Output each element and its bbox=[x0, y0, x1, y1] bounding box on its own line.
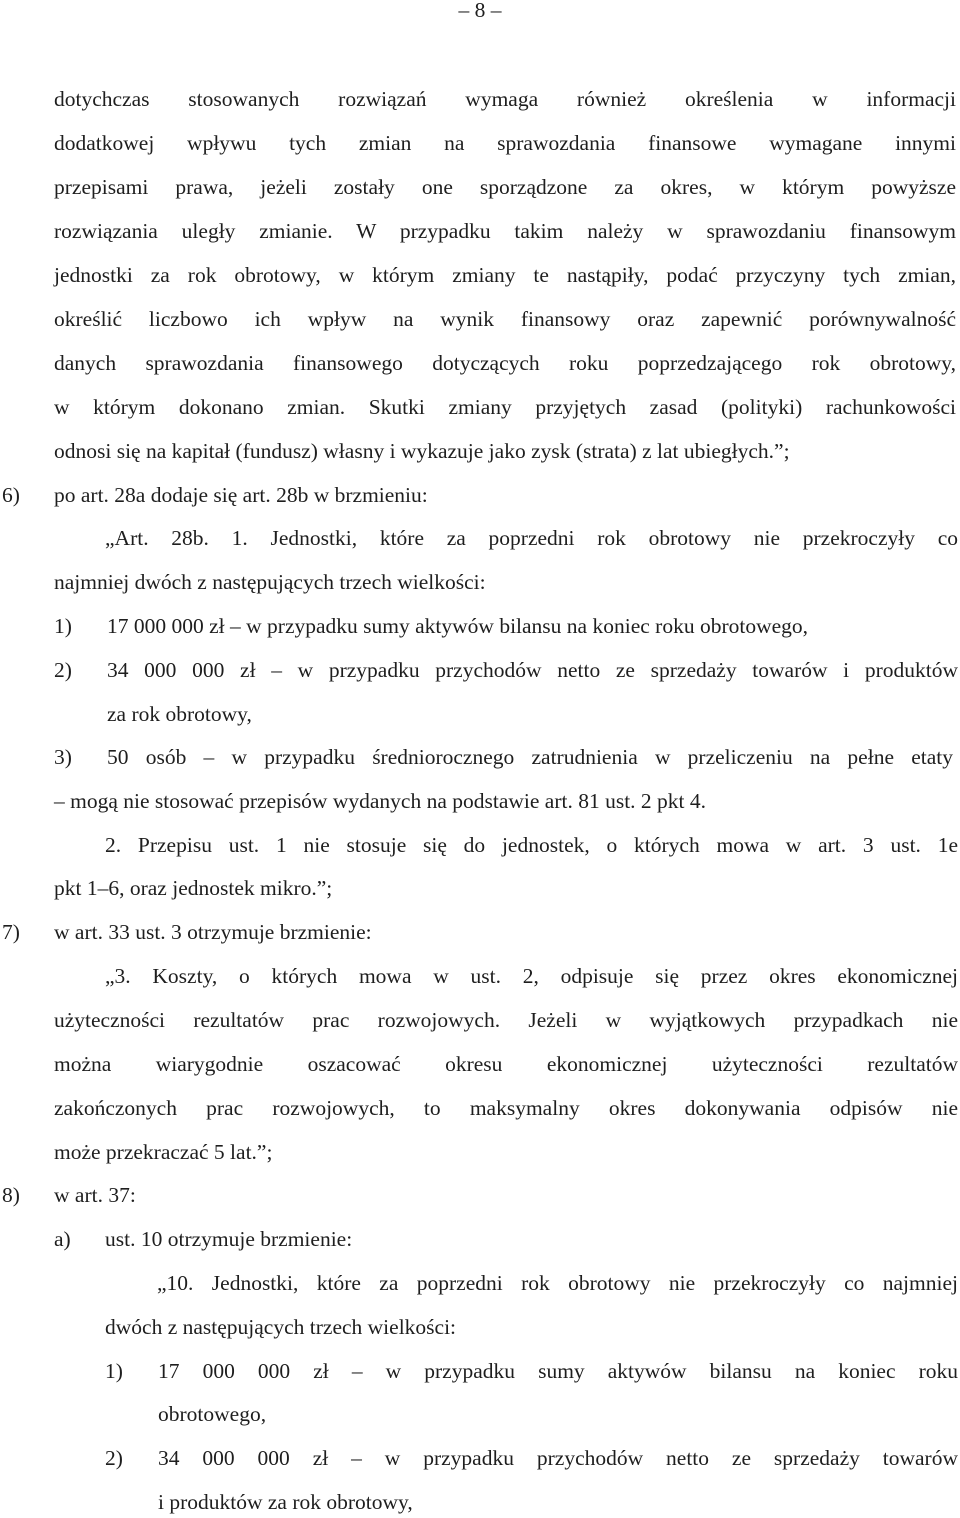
quote-line: można wiarygodnie oszacować okresu ekonomicznej użyteczności rezultatów bbox=[54, 1052, 958, 1076]
point-text: 34 000 000 zł – w przypadku przychodów netto ze sprzedaży towarów i produktów bbox=[107, 658, 958, 682]
item-text: po art. 28a dodaje się art. 28b w brzmieniu: bbox=[54, 483, 428, 507]
point-number: 1) bbox=[105, 1359, 123, 1383]
paragraph-line: dodatkowej wpływu tych zmian na sprawozdania finansowe wymagane innymi bbox=[54, 131, 956, 155]
sub-item-text: ust. 10 otrzymuje brzmienie: bbox=[105, 1227, 353, 1251]
quote-line: użyteczności rezultatów prac rozwojowych. Jeżeli w wyjątkowych przypadkach nie bbox=[54, 1008, 958, 1032]
paragraph-line: jednostki za rok obrotowy, w którym zmiany te nastąpiły, podać przyczyny tych zmian, bbox=[54, 263, 956, 287]
point-number: 1) bbox=[54, 614, 72, 638]
quote-line: „3. Koszty, o których mowa w ust. 2, odpisuje się przez okres ekonomicznej bbox=[105, 964, 958, 988]
point-text: za rok obrotowy, bbox=[107, 702, 252, 726]
quote-line: zakończonych prac rozwojowych, to maksymalny okres dokonywania odpisów nie bbox=[54, 1096, 958, 1120]
paragraph-line: danych sprawozdania finansowego dotyczących roku poprzedzającego rok obrotowy, bbox=[54, 351, 956, 375]
paragraph-line: dotychczas stosowanych rozwiązań wymaga również określenia w informacji bbox=[54, 87, 956, 111]
article-28b-line: najmniej dwóch z następujących trzech wielkości: bbox=[54, 570, 486, 594]
point-text: i produktów za rok obrotowy, bbox=[158, 1490, 413, 1514]
paragraph-line: rozwiązania uległy zmianie. W przypadku takim należy w sprawozdaniu finansowym bbox=[54, 219, 956, 243]
article-28b-line: 2. Przepisu ust. 1 nie stosuje się do jednostek, o których mowa w art. 3 ust. 1e bbox=[105, 833, 958, 857]
article-28b-line: pkt 1–6, oraz jednostek mikro.”; bbox=[54, 876, 333, 900]
paragraph-line: odnosi się na kapitał (fundusz) własny i wykazuje jako zysk (strata) z lat ubiegłych.”; bbox=[54, 439, 790, 463]
point-text: 50 osób – w przypadku średniorocznego zatrudnienia w przeliczeniu na pełne etaty bbox=[107, 745, 953, 769]
quote-line: „10. Jednostki, które za poprzedni rok obrotowy nie przekroczyły co najmniej bbox=[157, 1271, 958, 1295]
point-number: 2) bbox=[54, 658, 72, 682]
paragraph-line: przepisami prawa, jeżeli zostały one sporządzone za okres, w którym powyższe bbox=[54, 175, 956, 199]
sub-item-letter: a) bbox=[54, 1227, 71, 1251]
point-number: 2) bbox=[105, 1446, 123, 1470]
point-text: 17 000 000 zł – w przypadku sumy aktywów bilansu na koniec roku obrotowego, bbox=[107, 614, 809, 638]
paragraph-line: określić liczbowo ich wpływ na wynik finansowy oraz zapewnić porównywalność bbox=[54, 307, 956, 331]
item-text: w art. 33 ust. 3 otrzymuje brzmienie: bbox=[54, 920, 372, 944]
item-text: w art. 37: bbox=[54, 1183, 136, 1207]
item-number: 7) bbox=[2, 920, 20, 944]
quote-line: może przekraczać 5 lat.”; bbox=[54, 1140, 273, 1164]
article-28b-line: „Art. 28b. 1. Jednostki, które za poprzedni rok obrotowy nie przekroczyły co bbox=[105, 526, 958, 550]
point-text: obrotowego, bbox=[158, 1402, 267, 1426]
item-number: 8) bbox=[2, 1183, 20, 1207]
point-number: 3) bbox=[54, 745, 72, 769]
closing-text: – mogą nie stosować przepisów wydanych na podstawie art. 81 ust. 2 pkt 4. bbox=[54, 789, 707, 813]
quote-line: dwóch z następujących trzech wielkości: bbox=[105, 1315, 457, 1339]
item-number: 6) bbox=[2, 483, 20, 507]
point-text: 34 000 000 zł – w przypadku przychodów netto ze sprzedaży towarów bbox=[158, 1446, 958, 1470]
page-number: – 8 – bbox=[458, 0, 502, 22]
paragraph-line: w którym dokonano zmian. Skutki zmiany przyjętych zasad (polityki) rachunkowości bbox=[54, 395, 956, 419]
point-text: 17 000 000 zł – w przypadku sumy aktywów bilansu na koniec roku bbox=[158, 1359, 958, 1383]
